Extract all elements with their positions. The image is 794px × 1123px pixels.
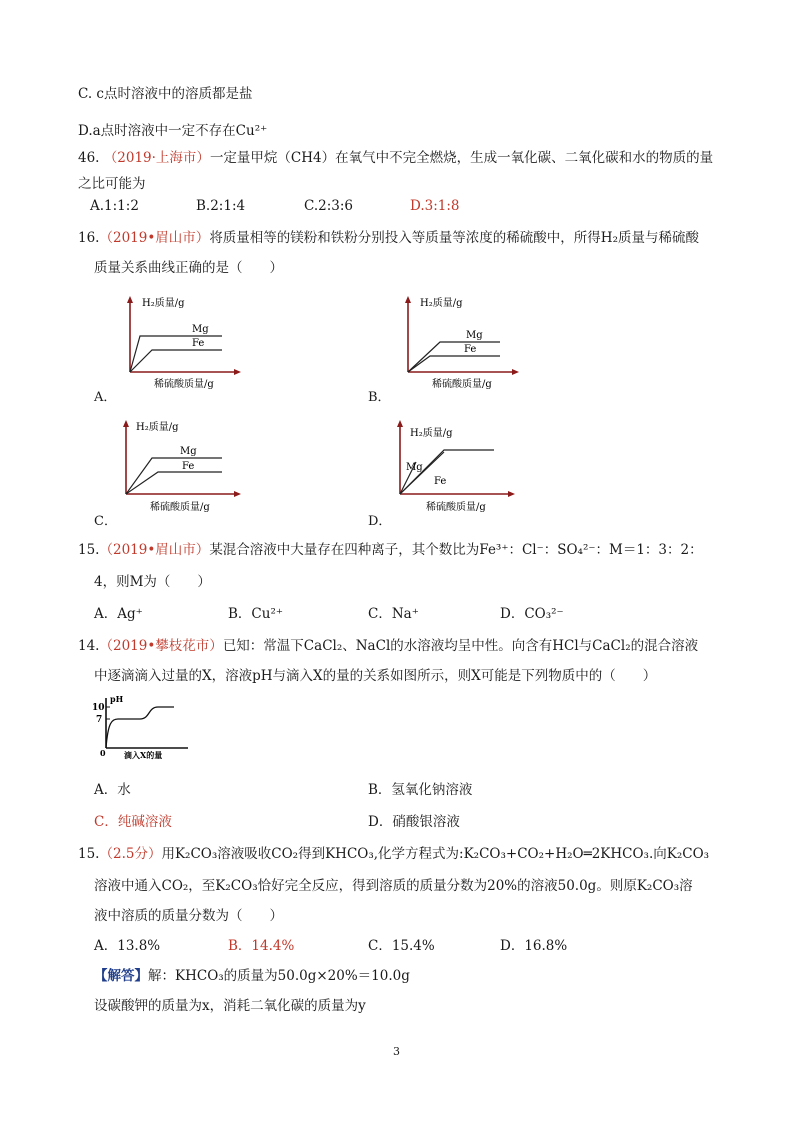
- option-b-answer: B．14.4%: [228, 938, 295, 954]
- question-stem: 用K₂CO₃溶液吸收CO₂得到KHCO₃,化学方程式为:K₂CO₃+CO₂+H₂O═2KHCO₃.向K₂CO₃: [161, 846, 710, 862]
- graph-c-label: C．: [94, 514, 117, 529]
- graph-d: [386, 414, 516, 514]
- question-source: （2019·上海市）: [103, 150, 210, 166]
- y-axis-label: H₂质量/g: [410, 428, 453, 439]
- question-stem-cont: 4，则M为（ ）: [94, 574, 211, 590]
- series-fe-label: Fe: [182, 461, 195, 472]
- question-stem-cont: 之比可能为: [78, 176, 146, 192]
- question-stem: 已知：常温下CaCl₂、NaCl的水溶液均呈中性。向含有HCl与CaCl₂的混合溶液: [222, 638, 699, 654]
- question-stem-cont: 质量关系曲线正确的是（ ）: [94, 260, 283, 276]
- option-b: B．氢氧化钠溶液: [368, 782, 473, 798]
- series-mg-label: Mg: [180, 446, 197, 457]
- option-a: A．水: [94, 782, 131, 798]
- option-a: A．13.8%: [94, 938, 161, 954]
- tick-7: 7: [96, 715, 103, 725]
- option-a: A.1:1:2: [90, 198, 139, 214]
- question-stem-cont: 中逐滴滴入过量的X，溶液pH与滴入X的量的关系如图所示，则X可能是下列物质中的（ ）: [94, 668, 657, 684]
- x-axis-label: 稀硫酸质量/g: [150, 502, 210, 513]
- graph-b-label: B．: [368, 390, 391, 405]
- option-d: D．16.8%: [500, 938, 568, 954]
- option-d-answer: D.3:1:8: [410, 198, 460, 214]
- tick-10: 10: [92, 703, 105, 713]
- option-c: C．Na⁺: [368, 606, 419, 622]
- option-a: A．Ag⁺: [94, 606, 143, 622]
- y-axis-label: H₂质量/g: [142, 298, 185, 309]
- option-c-text: C. c点时溶液中的溶质都是盐: [78, 86, 253, 102]
- series-mg-label: Mg: [466, 330, 483, 341]
- y-axis-label: H₂质量/g: [136, 422, 179, 433]
- y-axis-label: pH: [110, 694, 124, 704]
- tick-0: 0: [100, 748, 106, 758]
- option-d: D．硝酸银溶液: [368, 814, 460, 830]
- question-stem-cont: 溶液中通入CO₂，至K₂CO₃恰好完全反应，得到溶质的质量分数为20%的溶液50.0g。则原K₂CO₃溶: [94, 878, 693, 894]
- question-15a: [78, 538, 703, 558]
- series-fe-label: Fe: [464, 344, 477, 355]
- answer-tag: 【解答】: [94, 968, 148, 984]
- option-d-text: D.a点时溶液中一定不存在Cu²⁺: [78, 123, 268, 139]
- graph-d-label: D．: [368, 514, 392, 529]
- y-axis-label: H₂质量/g: [420, 298, 463, 309]
- answer-line-2: 设碳酸钾的质量为x，消耗二氧化碳的质量为y: [94, 998, 366, 1014]
- question-stem: 一定量甲烷（CH4）在氧气中不完全燃烧，生成一氧化碳、二氧化碳和水的物质的量: [209, 150, 714, 166]
- x-axis-label: 滴入X的量: [124, 750, 163, 760]
- series-mg-label: Mg: [406, 462, 423, 473]
- question-source: （2019•眉山市）: [99, 542, 210, 558]
- ph-graph: [88, 692, 198, 762]
- graph-b: [390, 290, 520, 390]
- question-14: [78, 634, 698, 654]
- question-source: （2019•攀枝花市）: [99, 638, 223, 654]
- option-b: B.2:1:4: [196, 198, 246, 214]
- question-stem: 某混合溶液中大量存在四种离子，其个数比为Fe³⁺：Cl⁻：SO₄²⁻：M＝1：3：2：: [209, 542, 703, 558]
- question-number: 15.: [78, 846, 100, 862]
- question-stem: 将质量相等的镁粉和铁粉分别投入等质量等浓度的稀硫酸中，所得H₂质量与稀硫酸: [209, 230, 699, 246]
- option-c-answer: C．纯碱溶液: [94, 814, 172, 830]
- x-axis-label: 稀硫酸质量/g: [426, 502, 486, 513]
- question-number: 14.: [78, 638, 100, 654]
- x-axis-label: 稀硫酸质量/g: [432, 379, 492, 390]
- question-15b: [78, 842, 709, 862]
- question-46: [78, 146, 713, 166]
- series-fe-label: Fe: [434, 476, 447, 487]
- option-c: C.2:3:6: [304, 198, 354, 214]
- question-source: （2.5分）: [99, 846, 162, 862]
- series-fe-label: Fe: [192, 338, 205, 349]
- page-number: 3: [393, 1045, 400, 1058]
- question-16: [78, 226, 699, 246]
- question-number: 15.: [78, 542, 100, 558]
- option-c: C．15.4%: [368, 938, 435, 954]
- option-b: B．Cu²⁺: [228, 606, 283, 622]
- option-d: D．CO₃²⁻: [500, 606, 564, 622]
- x-axis-label: 稀硫酸质量/g: [154, 379, 214, 390]
- question-source: （2019•眉山市）: [99, 230, 210, 246]
- graph-a: [112, 290, 242, 390]
- graph-a-label: A．: [94, 390, 117, 405]
- question-number: 46.: [78, 150, 100, 166]
- series-mg-label: Mg: [192, 324, 209, 335]
- answer-line-1: [94, 964, 410, 984]
- graph-c: [112, 414, 242, 514]
- question-stem-cont: 液中溶质的质量分数为（ ）: [94, 908, 283, 924]
- answer-text: 解：KHCO₃的质量为50.0g×20%＝10.0g: [148, 968, 410, 984]
- question-number: 16.: [78, 230, 100, 246]
